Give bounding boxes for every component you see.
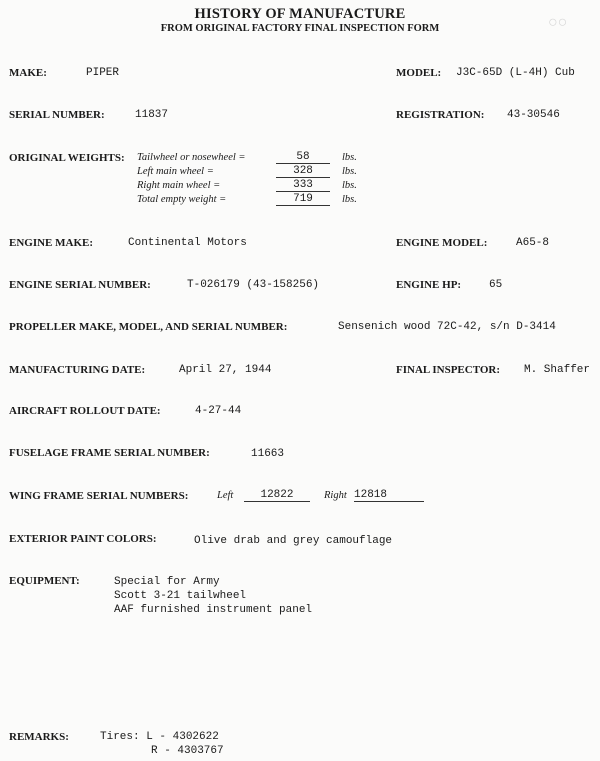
manufacturing-date-label: MANUFACTURING DATE: — [9, 364, 146, 376]
manufacturing-date-value: April 27, 1944 — [179, 364, 272, 376]
wing-left-label: Left — [217, 490, 234, 501]
make-value: PIPER — [86, 67, 120, 79]
form-title: HISTORY OF MANUFACTURE — [194, 6, 406, 22]
engine-serial-label: ENGINE SERIAL NUMBER: — [9, 279, 151, 291]
weight-unit: lbs. — [342, 194, 357, 205]
rollout-date-label: AIRCRAFT ROLLOUT DATE: — [9, 405, 161, 417]
equipment-item: Scott 3-21 tailwheel — [114, 590, 247, 602]
wing-right-label: Right — [324, 490, 347, 501]
weight-row-label: Right main wheel = — [137, 180, 221, 191]
wing-serials-label: WING FRAME SERIAL NUMBERS: — [9, 490, 189, 502]
engine-serial-value: T-026179 (43-158256) — [187, 279, 320, 291]
weight-unit: lbs. — [342, 166, 357, 177]
engine-make-value: Continental Motors — [128, 237, 247, 249]
make-label: MAKE: — [9, 67, 47, 79]
equipment-item: AAF furnished instrument panel — [114, 604, 313, 616]
engine-make-label: ENGINE MAKE: — [9, 237, 94, 249]
final-inspector-value: M. Shaffer — [524, 364, 591, 376]
model-label: MODEL: — [396, 67, 442, 79]
registration-value: 43-30546 — [507, 109, 560, 121]
paint-colors-label: EXTERIOR PAINT COLORS: — [9, 533, 157, 545]
form-subtitle: FROM ORIGINAL FACTORY FINAL INSPECTION FORM — [160, 23, 440, 34]
weight-row-label: Left main wheel = — [137, 166, 214, 177]
weight-row-value: 58 — [276, 151, 330, 164]
wing-left-value: 12822 — [244, 489, 310, 502]
propeller-label: PROPELLER MAKE, MODEL, AND SERIAL NUMBER: — [9, 321, 288, 333]
model-value: J3C-65D (L-4H) Cub — [456, 67, 575, 79]
engine-hp-label: ENGINE HP: — [396, 279, 462, 291]
weight-unit: lbs. — [342, 152, 357, 163]
equipment-label: EQUIPMENT: — [9, 575, 80, 587]
weight-row-value: 719 — [276, 193, 330, 206]
remarks-line: Tires: L - 4302622 — [100, 731, 219, 743]
weights-label: ORIGINAL WEIGHTS: — [9, 152, 125, 164]
remarks-label: REMARKS: — [9, 731, 69, 743]
serial-number-label: SERIAL NUMBER: — [9, 109, 105, 121]
fuselage-serial-value: 11663 — [251, 448, 285, 460]
weight-row-label: Tailwheel or nosewheel = — [137, 152, 246, 163]
paint-colors-value: Olive drab and grey camouflage — [194, 535, 393, 547]
propeller-value: Sensenich wood 72C-42, s/n D-3414 — [338, 321, 556, 333]
equipment-item: Special for Army — [114, 576, 220, 588]
engine-hp-value: 65 — [489, 279, 503, 291]
wing-right-value: 12818 — [354, 489, 424, 502]
rollout-date-value: 4-27-44 — [195, 405, 242, 417]
weight-unit: lbs. — [342, 180, 357, 191]
engine-model-label: ENGINE MODEL: — [396, 237, 488, 249]
remarks-line: R - 4303767 — [151, 745, 224, 757]
weight-row-label: Total empty weight = — [137, 194, 227, 205]
final-inspector-label: FINAL INSPECTOR: — [396, 364, 501, 376]
weight-row-value: 333 — [276, 179, 330, 192]
engine-model-value: A65-8 — [516, 237, 550, 249]
serial-number-value: 11837 — [135, 109, 169, 121]
registration-label: REGISTRATION: — [396, 109, 485, 121]
faint-mark: ○○ — [548, 14, 568, 31]
fuselage-serial-label: FUSELAGE FRAME SERIAL NUMBER: — [9, 447, 210, 459]
weight-row-value: 328 — [276, 165, 330, 178]
